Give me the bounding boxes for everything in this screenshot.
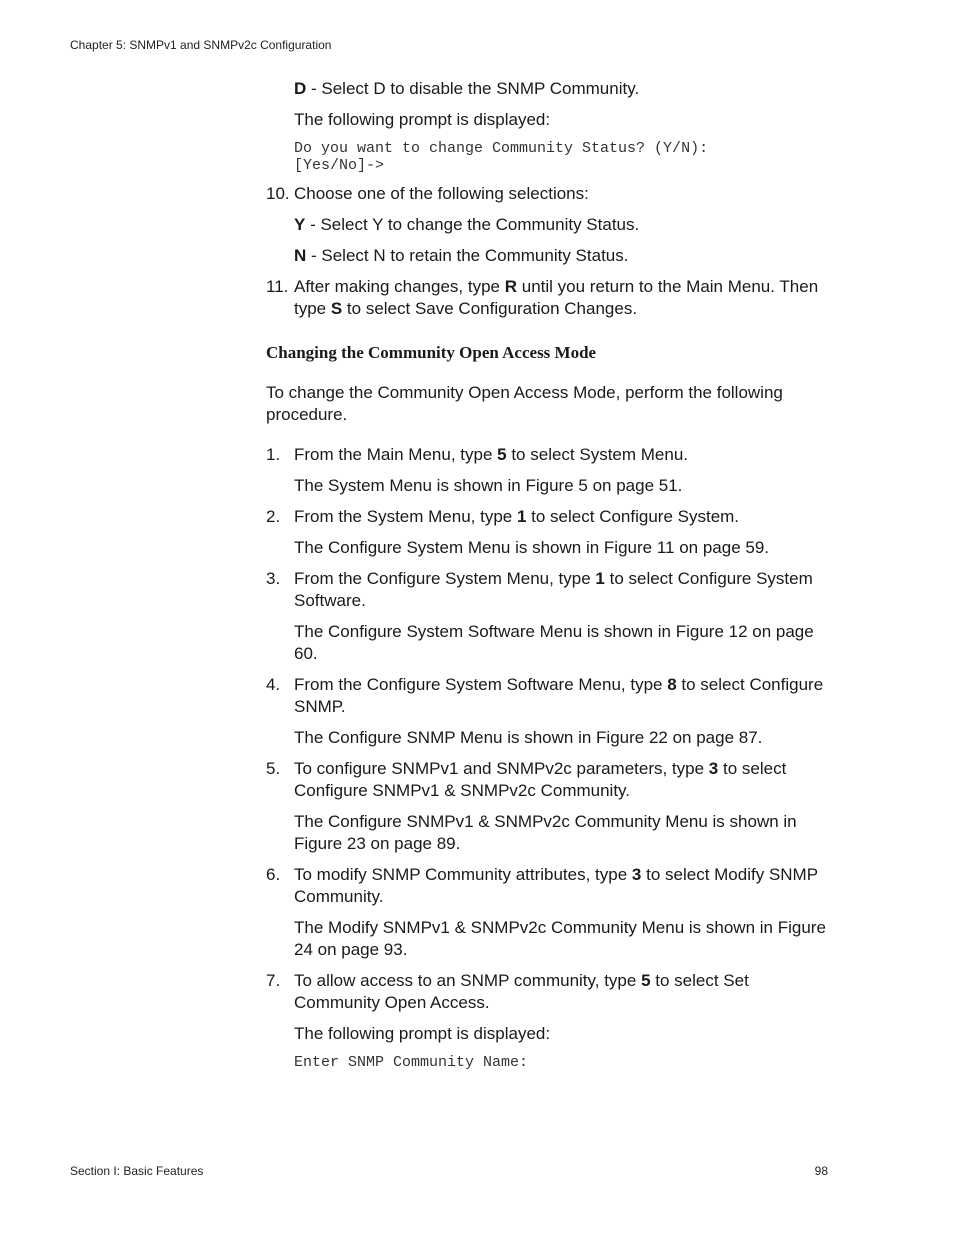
- step-number: 2.: [266, 507, 281, 526]
- procedure-step: [266, 864, 832, 908]
- step-key: 5: [497, 445, 507, 464]
- option-text: - Select D to disable the SNMP Community.: [306, 79, 640, 98]
- step-text: to select Set Community Open Access.: [294, 971, 749, 1012]
- procedure-step: [266, 970, 832, 1014]
- step-11: [266, 276, 832, 320]
- step-text: From the Configure System Menu, type: [294, 569, 596, 588]
- step-text: From the Configure System Software Menu, type: [294, 675, 668, 694]
- step-key: 1: [516, 507, 527, 526]
- step-text: Choose one of the following selections:: [294, 184, 589, 203]
- step-text: To allow access to an SNMP community, type: [294, 971, 642, 990]
- procedure-step: [266, 506, 832, 528]
- procedure-step: [266, 444, 832, 466]
- step-text: to select Configure SNMP.: [294, 675, 824, 716]
- step-text: After making changes, type: [294, 277, 505, 296]
- option-d: [294, 78, 832, 100]
- step-text: to select Save Configuration Changes.: [342, 299, 638, 318]
- procedure-steps: [266, 444, 832, 1045]
- step-key: 1: [595, 569, 605, 588]
- step-text: to select System Menu.: [506, 445, 689, 464]
- step-note: The following prompt is displayed:: [294, 1024, 551, 1043]
- step-number: 4.: [266, 675, 281, 694]
- step-number: 3.: [266, 569, 281, 588]
- section-heading: Changing the Community Open Access Mode: [266, 343, 597, 362]
- step-number: 7.: [266, 971, 281, 990]
- step-text: From the Main Menu, type: [294, 445, 498, 464]
- section-intro: To change the Community Open Access Mode, perform the following procedure.: [266, 383, 783, 424]
- step-text: to select Configure System.: [526, 507, 740, 526]
- page-number: 98: [814, 1164, 828, 1178]
- option-key: D: [294, 79, 307, 98]
- step-note: The Configure System Menu is shown in Figure 11 on page 59.: [294, 538, 770, 557]
- step-text: to select Modify SNMP Community.: [294, 865, 818, 906]
- step-key: 5: [641, 971, 651, 990]
- step-key: 3: [631, 865, 642, 884]
- step-key: R: [504, 277, 518, 296]
- step-key: 8: [667, 675, 677, 694]
- step-text: to select Configure System Software.: [294, 569, 813, 610]
- step-number: 11.: [266, 277, 289, 296]
- step-note: The Configure System Software Menu is shown in Figure 12 on page 60.: [294, 622, 814, 663]
- step-text: To configure SNMPv1 and SNMPv2c parameters, type: [294, 759, 709, 778]
- step-note: The Modify SNMPv1 & SNMPv2c Community Menu is shown in Figure 24 on page 93.: [294, 918, 826, 959]
- procedure-step: [266, 568, 832, 612]
- option-y: [294, 214, 832, 236]
- step-key: S: [330, 299, 343, 318]
- step-note: The Configure SNMPv1 & SNMPv2c Community Menu is shown in Figure 23 on page 89.: [294, 812, 797, 853]
- step-key: 3: [708, 759, 719, 778]
- page-content: [266, 78, 832, 1080]
- step-text: to select Configure SNMPv1 & SNMPv2c Community.: [294, 759, 787, 800]
- step-text: To modify SNMP Community attributes, type: [294, 865, 632, 884]
- step-10: [266, 183, 832, 205]
- step-text: From the System Menu, type: [294, 507, 517, 526]
- option-key: N: [294, 246, 307, 265]
- step-number: 5.: [266, 759, 281, 778]
- procedure-step: [266, 758, 832, 802]
- step-number: 6.: [266, 865, 281, 884]
- option-text: - Select N to retain the Community Status.: [306, 246, 629, 265]
- final-prompt-code: Enter SNMP Community Name:: [294, 1054, 529, 1071]
- step-number: 10.: [266, 184, 290, 203]
- option-n: [294, 245, 832, 267]
- step-note: The System Menu is shown in Figure 5 on page 51.: [294, 476, 683, 495]
- step-number: 1.: [266, 445, 281, 464]
- option-text: - Select Y to change the Community Status.: [305, 215, 640, 234]
- option-key: Y: [294, 215, 306, 234]
- step-note: The Configure SNMP Menu is shown in Figure 22 on page 87.: [294, 728, 763, 747]
- prompt-code: Do you want to change Community Status? (Y/N): [Yes/No]->: [294, 140, 709, 174]
- step-text: until you return to the Main Menu. Then type: [294, 277, 819, 318]
- procedure-step: [266, 674, 832, 718]
- prompt-label: The following prompt is displayed:: [294, 110, 551, 129]
- running-header: Chapter 5: SNMPv1 and SNMPv2c Configuration: [70, 38, 332, 52]
- footer-section: Section I: Basic Features: [70, 1164, 204, 1178]
